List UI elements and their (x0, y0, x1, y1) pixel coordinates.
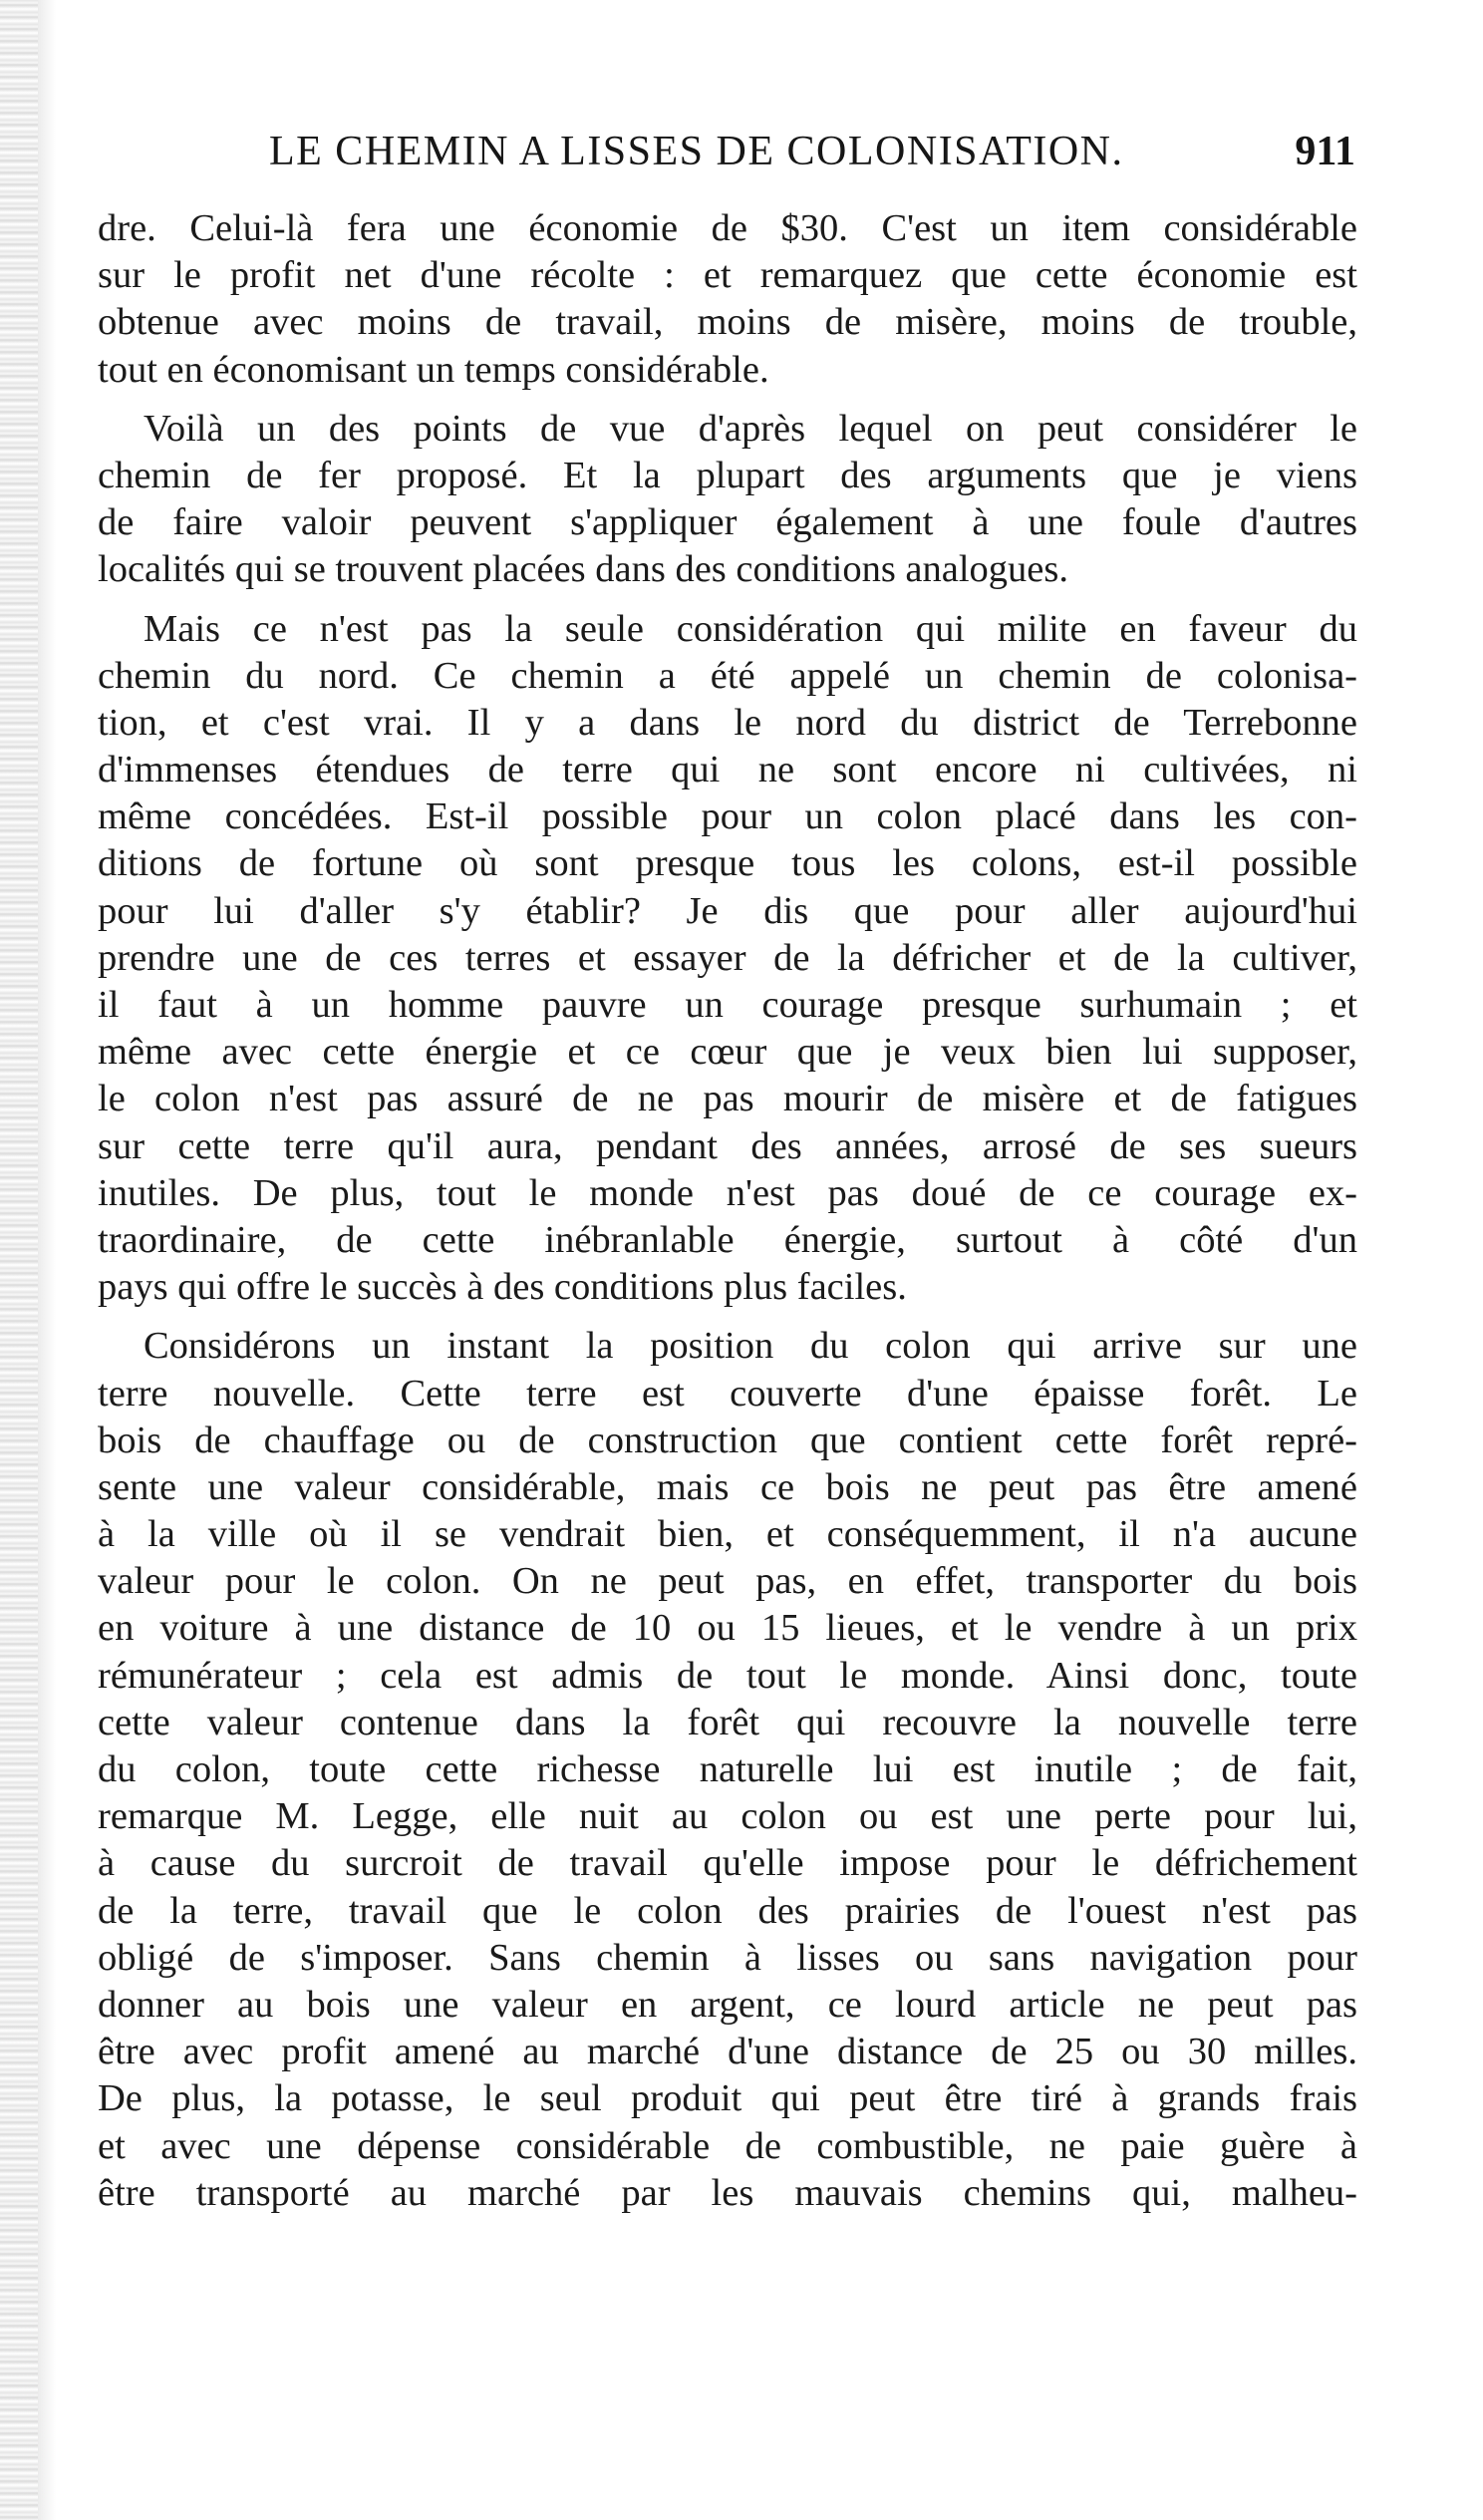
text-line: être transporté au marché par les mauvais chemins qui, malheu- (98, 2171, 1357, 2214)
running-head (100, 128, 1355, 181)
text-line: inutiles. De plus, tout le monde n'est pas doué de ce courage ex- (98, 1171, 1357, 1214)
text-line: et avec une dépense considérable de combustible, ne paie guère à (98, 2124, 1357, 2167)
text-line: cette valeur contenue dans la forêt qui recouvre la nouvelle terre (98, 1701, 1357, 1743)
text-line: Considérons un instant la position du colon qui arrive sur une (144, 1325, 1357, 1368)
text-line: ditions de fortune où sont presque tous les colons, est-il possible (98, 842, 1357, 885)
text-line: sur cette terre qu'il aura, pendant des années, arrosé de ses sueurs (98, 1124, 1357, 1167)
text-line: même avec cette énergie et ce cœur que je veux bien lui supposer, (98, 1031, 1357, 1074)
paragraph-4 (98, 1323, 1357, 2217)
text-line: obligé de s'imposer. Sans chemin à lisses ou sans navigation pour (98, 1936, 1357, 1979)
text-line: bois de chauffage ou de construction que contient cette forêt repré- (98, 1418, 1357, 1461)
text-line: localités qui se trouvent placées dans des conditions analogues. (98, 548, 1069, 591)
text-line: pays qui offre le succès à des conditions plus faciles. (98, 1266, 907, 1309)
binding-edge-gradient (38, 0, 56, 2520)
text-line: prendre une de ces terres et essayer de la défricher et de la cultiver, (98, 936, 1357, 979)
running-title: LE CHEMIN A LISSES DE COLONISATION. (269, 129, 1124, 174)
text-line: à la ville où il se vendrait bien, et conséquemment, il n'a aucune (98, 1513, 1357, 1556)
text-line: Mais ce n'est pas la seule considération qui milite en faveur du (144, 607, 1357, 650)
text-line: chemin de fer proposé. Et la plupart des arguments que je viens (98, 454, 1357, 496)
text-line: il faut à un homme pauvre un courage presque surhumain ; et (98, 984, 1357, 1026)
text-line: valeur pour le colon. On ne peut pas, en effet, transporter du bois (98, 1560, 1357, 1603)
binding-edge-shadow (0, 0, 38, 2520)
text-line: terre nouvelle. Cette terre est couverte d'une épaisse forêt. Le (98, 1372, 1357, 1415)
text-line: De plus, la potasse, le seul produit qui peut être tiré à grands frais (98, 2077, 1357, 2120)
text-line: être avec profit amené au marché d'une distance de 25 ou 30 milles. (98, 2031, 1357, 2073)
text-line: de la terre, travail que le colon des prairies de l'ouest n'est pas (98, 1889, 1357, 1932)
text-line: sente une valeur considérable, mais ce bois ne peut pas être amené (98, 1465, 1357, 1508)
text-line: du colon, toute cette richesse naturelle lui est inutile ; de fait, (98, 1748, 1357, 1790)
text-line: tion, et c'est vrai. Il y a dans le nord du district de Terrebonne (98, 701, 1357, 744)
page-number: 911 (1295, 129, 1355, 174)
text-line: d'immenses étendues de terre qui ne sont encore ni cultivées, ni (98, 749, 1357, 791)
paragraph-2 (98, 406, 1357, 594)
text-line: rémunérateur ; cela est admis de tout le monde. Ainsi donc, toute (98, 1654, 1357, 1697)
text-line: Voilà un des points de vue d'après lequel on peut considérer le (144, 407, 1357, 450)
text-line: chemin du nord. Ce chemin a été appelé un chemin de colonisa- (98, 654, 1357, 697)
text-line: traordinaire, de cette inébranlable énergie, surtout à côté d'un (98, 1218, 1357, 1261)
body-text (98, 205, 1357, 2229)
text-line: obtenue avec moins de travail, moins de misère, moins de trouble, (98, 301, 1357, 344)
text-line: le colon n'est pas assuré de ne pas mourir de misère et de fatigues (98, 1078, 1357, 1120)
text-line: sur le profit net d'une récolte : et remarquez que cette économie est (98, 254, 1357, 297)
text-line: dre. Celui-là fera une économie de $30. C'est un item considérable (98, 207, 1357, 249)
text-line: remarque M. Legge, elle nuit au colon ou est une perte pour lui, (98, 1795, 1357, 1838)
text-line: même concédées. Est-il possible pour un colon placé dans les con- (98, 795, 1357, 838)
text-line: en voiture à une distance de 10 ou 15 lieues, et le vendre à un prix (98, 1607, 1357, 1650)
paragraph-3 (98, 606, 1357, 1312)
paragraph-1 (98, 205, 1357, 394)
text-line: pour lui d'aller s'y établir? Je dis que pour aller aujourd'hui (98, 889, 1357, 932)
text-line: tout en économisant un temps considérable. (98, 348, 769, 391)
text-line: à cause du surcroit de travail qu'elle impose pour le défrichement (98, 1842, 1357, 1885)
text-line: donner au bois une valeur en argent, ce lourd article ne peut pas (98, 1983, 1357, 2026)
text-line: de faire valoir peuvent s'appliquer également à une foule d'autres (98, 501, 1357, 544)
